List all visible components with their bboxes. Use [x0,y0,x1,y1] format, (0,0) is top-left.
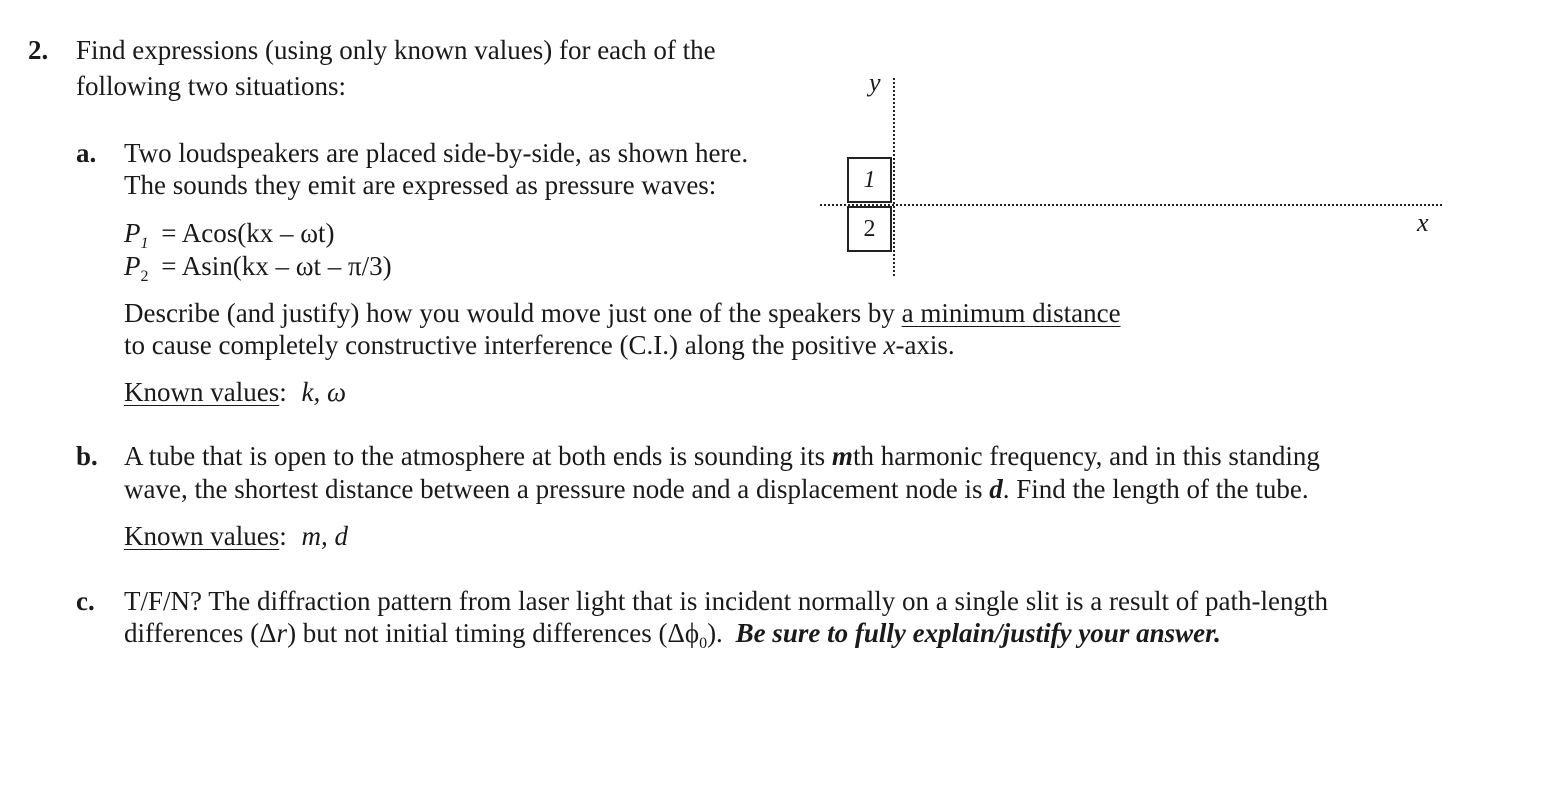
describe-pre: Describe (and justify) how you would move just one of the speakers by [124,298,902,328]
part-c-var-r: r [276,618,288,648]
part-c-instruction: Be sure to fully explain/justify your answer. [735,618,1221,648]
part-a-line1: Two loudspeakers are placed side-by-side, as shown here. [124,138,749,168]
part-b-line2 [124,473,1309,505]
x-axis-label: x [1417,208,1429,237]
part-a-line2: The sounds they emit are expressed as pressure waves: [124,170,717,200]
describe-underlined: a minimum distance [901,298,1121,328]
eq2-rhs: = Asin(kx – ωt – π/3) [161,251,392,281]
equation-p1 [124,217,335,252]
part-a-describe-line1 [124,297,1121,329]
speaker-2-box [847,206,892,252]
part-b-line2-pre: wave, the shortest distance between a pressure node and a displacement node is [124,474,990,504]
part-b-known-values [124,520,348,552]
eq1-sub: 1 [140,235,149,252]
part-a-describe-line2 [124,329,955,361]
known-vals-a: k, ω [301,377,347,407]
part-b-line1-pre: A tube that is open to the atmosphere at both ends is sounding its [124,441,832,471]
part-b-line1 [124,440,1320,472]
part-c-line1: T/F/N? The diffraction pattern from laser light that is incident normally on a single slit is a result of path-length [124,586,1328,616]
part-b-var-d: d [989,474,1003,504]
part-b-var-m: m [831,441,853,471]
part-b-letter: b. [76,441,98,471]
part-c-letter: c. [76,586,95,616]
known-colon-b: : [279,521,287,551]
known-label-a: Known values [124,377,280,407]
part-b-line2-post: . Find the length of the tube. [1002,474,1309,504]
eq2-lhs: P [124,251,141,281]
problem-intro-line1: Find expressions (using only known values) for each of the [76,35,716,65]
describe-line2-var: x [883,330,896,360]
describe-line2-post: -axis. [895,330,955,360]
eq1-lhs: P [124,218,141,248]
speaker-1-label: 1 [863,166,876,193]
speaker-2-label: 2 [863,215,876,242]
part-a-letter: a. [76,138,97,168]
known-vals-b: m, d [301,521,348,551]
y-axis-line [893,78,895,276]
equation-p2 [124,250,392,285]
known-label-b: Known values [124,521,280,551]
problem-number: 2. [28,35,49,65]
part-b-line1-post: th harmonic frequency, and in this standing [852,441,1320,471]
x-axis-line [820,204,1442,206]
problem-intro-line2: following two situations: [76,71,346,101]
describe-line2-pre: to cause completely constructive interference (C.I.) along the positive [124,330,884,360]
part-c-line2-mid: ) but not initial timing differences (Δϕ [287,618,700,648]
speaker-1-box [847,157,892,203]
eq2-sub: 2 [140,268,149,285]
part-c-line2-pre: differences (Δ [124,618,277,648]
part-c-sub-0: 0 [699,635,708,652]
eq1-rhs: = Acos(kx – ωt) [161,218,335,248]
known-colon-a: : [279,377,287,407]
y-axis-label: y [869,68,881,97]
part-c-line2-post: ). [707,618,723,648]
part-c-line2 [124,617,1221,652]
part-a-known-values [124,376,346,408]
